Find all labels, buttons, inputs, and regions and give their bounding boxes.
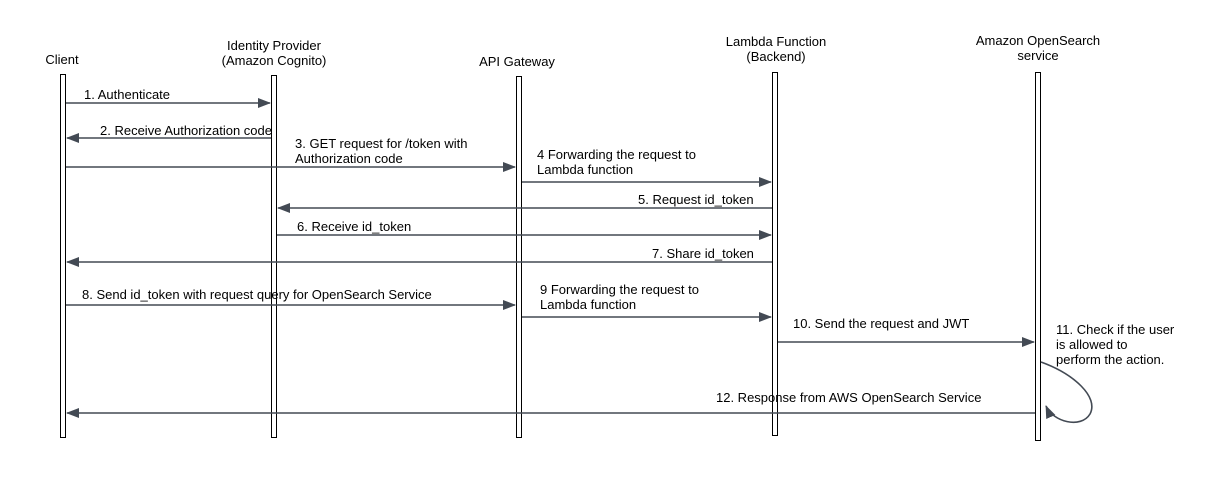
- actor-label-identity-provider: [194, 38, 354, 68]
- message-label-4: 4 Forwarding the request to Lambda function: [537, 147, 696, 177]
- message-label-9: 9 Forwarding the request to Lambda function: [540, 282, 699, 312]
- actor-subname: (Backend): [746, 49, 806, 64]
- actor-name: Lambda Function: [725, 34, 827, 49]
- message-label-5: 5. Request id_token: [638, 192, 754, 207]
- lifeline-client: [60, 74, 66, 438]
- message-label-1: 1. Authenticate: [84, 87, 171, 102]
- message-label-3: 3. GET request for /token with Authorization code: [295, 136, 468, 166]
- lifeline-lambda-function: [772, 72, 778, 436]
- message-self-loop-11: [1041, 362, 1092, 422]
- lifeline-api-gateway: [516, 76, 522, 438]
- actor-label-client: [22, 52, 102, 67]
- actor-label-lambda-function: [706, 34, 846, 64]
- message-label-6: 6. Receive id_token: [297, 219, 412, 234]
- actor-subname: service: [1017, 48, 1059, 63]
- actor-subname: (Amazon Cognito): [221, 53, 327, 68]
- actor-name: Identity Provider: [227, 38, 321, 53]
- message-label-7: 7. Share id_token: [652, 246, 754, 261]
- message-label-12: 12. Response from AWS OpenSearch Service: [716, 390, 982, 405]
- actor-label-api-gateway: [457, 54, 577, 69]
- actor-name: Client: [45, 52, 79, 67]
- message-label-8: 8. Send id_token with request query for OpenSearch Service: [82, 287, 432, 302]
- message-label-10: 10. Send the request and JWT: [793, 316, 970, 331]
- lifeline-amazon-opensearch: [1035, 72, 1041, 441]
- actor-name: Amazon OpenSearch: [975, 33, 1101, 48]
- message-label-11: 11. Check if the user is allowed to perform the action.: [1056, 322, 1175, 367]
- message-label-2: 2. Receive Authorization code: [100, 123, 272, 138]
- actor-label-amazon-opensearch: [958, 33, 1118, 63]
- actor-name: API Gateway: [479, 54, 555, 69]
